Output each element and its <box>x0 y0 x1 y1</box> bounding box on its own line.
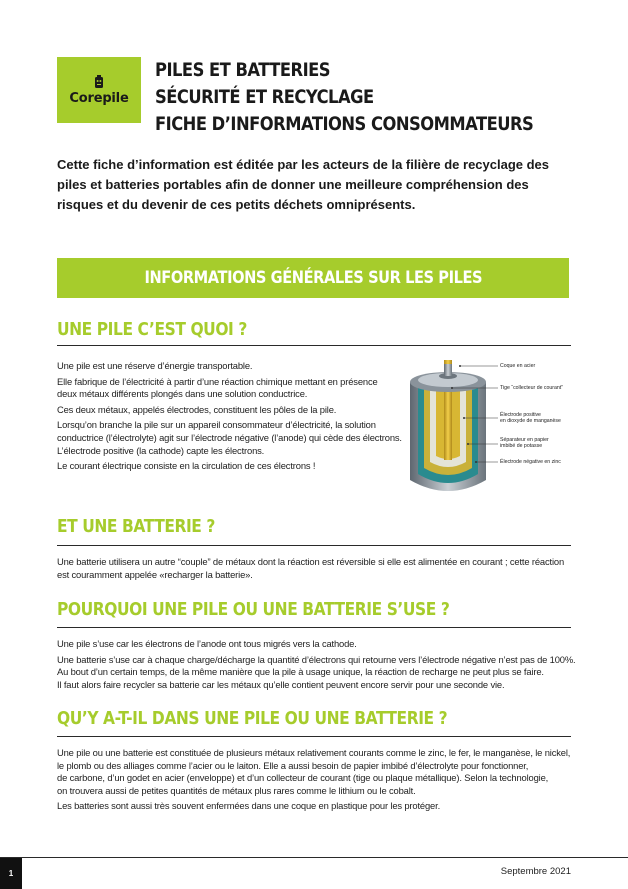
heading-contenu: QU’Y A-T-IL DANS UNE PILE OU UNE BATTERIE ? <box>57 708 448 729</box>
divider <box>57 545 571 546</box>
label-negative-electrode: Électrode négative en zinc <box>500 459 561 465</box>
paragraph <box>57 747 571 797</box>
text-line: Il faut alors faire recycler sa batterie car les métaux qu’elle contient peuvent encore servir pour une seconde vie. <box>57 678 505 690</box>
label-separator: Séparateur en papier imbibé de potasse <box>500 437 549 450</box>
banner-text: INFORMATIONS GÉNÉRALES SUR LES PILES <box>144 268 482 288</box>
text-line: Une pile s’use car les électrons de l’anode ont tous migrés vers la cathode. <box>57 638 357 649</box>
paragraph <box>57 376 397 401</box>
paragraph <box>57 653 576 692</box>
paragraph <box>57 638 571 651</box>
text-line: Le courant électrique consiste en la circulation de ces électrons ! <box>57 460 316 472</box>
text-line: Elle fabrique de l’électricité à partir d’une réaction chimique mettant en présence <box>57 375 378 387</box>
text-line: Une pile est une réserve d’énergie transportable. <box>57 360 253 371</box>
paragraph <box>57 800 571 813</box>
text-line: on trouvera aussi de petites quantités de métaux plus rares comme le lithium ou le cobalt. <box>57 784 416 796</box>
paragraph <box>57 404 397 417</box>
label-steel-shell: Coque en acier <box>500 363 536 369</box>
usure-text <box>57 638 576 694</box>
battery-cutaway-illustration <box>398 352 576 502</box>
divider <box>57 736 571 737</box>
batterie-text <box>57 556 571 584</box>
label-positive-electrode: Électrode positive en dioxyde de manganèse <box>500 412 561 425</box>
text-line: deux métaux différents plongés dans une solution conductrice. <box>57 388 308 400</box>
pile-text <box>57 360 402 476</box>
text-line: conductrice (l’électrolyte) agit sur l’électrode négative (l’anode) qui cède des électrons. <box>57 431 402 443</box>
battery-cutaway-diagram <box>398 352 576 502</box>
title-line-1: PILES ET BATTERIES <box>155 59 331 81</box>
heading-pile: UNE PILE C’EST QUOI ? <box>57 319 247 340</box>
battery-mascot-icon <box>93 75 105 89</box>
page-number: 1 <box>0 858 22 889</box>
contenu-text <box>57 747 571 816</box>
divider <box>57 627 571 628</box>
paragraph <box>57 360 397 373</box>
text-line: Une batterie s’use car à chaque charge/décharge la quantité d’électrons qui retourne vers l’électrode négative n’est pas de 100%. <box>57 653 576 665</box>
corepile-logo <box>57 57 141 123</box>
paragraph <box>57 419 402 457</box>
logo-text: Corepile <box>69 90 129 106</box>
heading-batterie: ET UNE BATTERIE ? <box>57 516 215 537</box>
text-line: est couramment appelée «recharger la batterie». <box>57 568 253 580</box>
title-line-3: FICHE D’INFORMATIONS CONSOMMATEURS <box>155 113 534 135</box>
label-current-collector: Tige “collecteur de courant” <box>500 385 563 391</box>
text-line: Les batteries sont aussi très souvent enfermées dans une coque en plastique pour les protéger. <box>57 800 441 812</box>
footer-date: Septembre 2021 <box>500 866 571 877</box>
title-line-2: SÉCURITÉ ET RECYCLAGE <box>155 86 374 108</box>
text-line: le plomb ou des alliages comme l’acier ou le laiton. Elle a aussi besoin de papier imbibé d’électrolyte pour fonctionner, <box>57 759 529 771</box>
section-banner <box>57 258 569 298</box>
footer-divider <box>0 857 628 858</box>
text-line: Ces deux métaux, appelés électrodes, constituent les pôles de la pile. <box>57 403 337 415</box>
text-line: Lorsqu’on branche la pile sur un appareil consommateur d’électricité, la solution <box>57 419 376 431</box>
text-line: L’électrode positive (la cathode) capte les électrons. <box>57 444 265 456</box>
text-line: de carbone, d’un godet en acier (enveloppe) et d’un collecteur de courant (tige ou plaque métallique). Selon la technologie, <box>57 772 549 784</box>
divider <box>57 345 571 346</box>
intro-paragraph: Cette fiche d’information est éditée par les acteurs de la filière de recyclage des piles et batteries portables afin de donner une meilleure compréhension des risques et du devenir de ces petits déchets omniprésents. <box>57 157 550 212</box>
text-line: Une batterie utilisera un autre “couple” de métaux dont la réaction est réversible si elle est alimentée en courant ; cette réaction <box>57 556 565 567</box>
heading-usure: POURQUOI UNE PILE OU UNE BATTERIE S’USE ? <box>57 599 450 620</box>
text-line: Une pile ou une batterie est constituée de plusieurs métaux relativement courants comme le zinc, le fer, le manganèse, le nickel, <box>57 747 571 758</box>
page-title <box>155 57 533 138</box>
paragraph <box>57 460 397 473</box>
paragraph <box>57 556 571 581</box>
text-line: Au bout d’un certain temps, de la même manière que la pile à usage unique, la réaction de recharge ne peut plus se faire. <box>57 666 544 678</box>
